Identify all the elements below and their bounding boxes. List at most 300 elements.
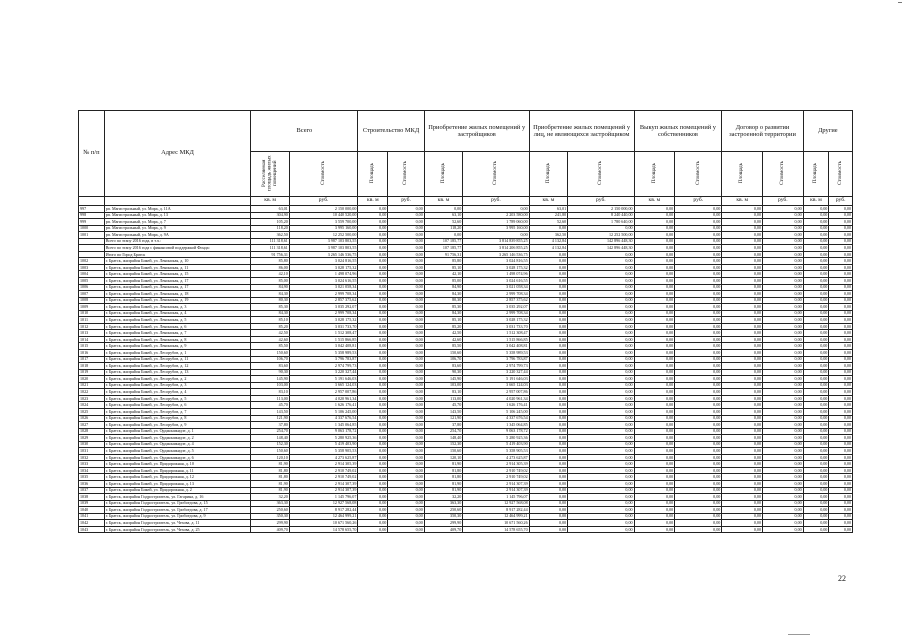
row-address: г. Братск, жилрайон Бикей, ул. Ленинская, д. 10 [104, 258, 251, 265]
row-value: 0,00 [358, 238, 388, 245]
row-address: рп. Магистральный, ул. Мира, д. 9 [104, 225, 251, 232]
row-value: 0,00 [358, 258, 388, 265]
row-value: 81,90 [251, 461, 290, 468]
row-value: 2 999 708,34 [289, 291, 358, 298]
row-value: 0,00 [568, 520, 634, 527]
row-value: 0,00 [829, 461, 853, 468]
row-number: 1033 [79, 461, 105, 468]
row-value: 42,60 [424, 336, 463, 343]
row-value: 0,00 [388, 435, 424, 442]
row-address: г. Братск, жилрайон Бикей, ул. Ленинская, д. 6 [104, 323, 251, 330]
row-value: 83,60 [251, 363, 290, 370]
row-value: 81,90 [424, 461, 463, 468]
row-address: г. Братск, жилрайон Гидростроитель, ул. Грибоедова, д. 9 [104, 513, 251, 520]
row-address: Итого по Город Братск [104, 251, 251, 258]
row-value: 8 917 282,44 [463, 507, 529, 514]
row-value: 0,00 [763, 225, 804, 232]
row-value: 0,00 [763, 363, 804, 370]
row-value: 0,00 [675, 435, 722, 442]
unit-rub: руб. [675, 197, 722, 206]
row-value: 0,00 [529, 435, 568, 442]
row-value: 0,00 [763, 336, 804, 343]
row-value: 0,00 [568, 251, 634, 258]
row-value: 0,00 [388, 494, 424, 501]
row-value: 0,00 [529, 271, 568, 278]
row-value: 52,60 [424, 219, 463, 226]
row-address: г. Братск, жилрайон Бикей, ул. Лесорубов, д. 5 [104, 395, 251, 402]
subheader-cost: Стоимость [568, 152, 634, 197]
row-value: 0,00 [675, 428, 722, 435]
row-value: 0,00 [675, 441, 722, 448]
row-value: 0,00 [803, 258, 829, 265]
row-value: 0,00 [722, 415, 763, 422]
row-value: 0,00 [568, 323, 634, 330]
row-address: г. Братск, жилрайон Гидростроитель, ул. Грибоедова, д. 15 [104, 500, 251, 507]
row-number: 1042 [79, 520, 105, 527]
unit-rub: руб. [829, 197, 853, 206]
row-value: 3 028 175,32 [463, 264, 529, 271]
row-value: 0,00 [722, 507, 763, 514]
row-value: 0,00 [803, 238, 829, 245]
row-value: 1 145 796,07 [289, 494, 358, 501]
row-value: 0,00 [675, 304, 722, 311]
row-value: 0,00 [568, 376, 634, 383]
row-value: 1 789 060,00 [463, 219, 529, 226]
row-value: 0,00 [529, 317, 568, 324]
row-value: 0,00 [529, 448, 568, 455]
row-value: 0,00 [634, 336, 675, 343]
row-value: 0,00 [829, 278, 853, 285]
row-value: 3 796 783,87 [463, 356, 529, 363]
row-value: 0,00 [722, 435, 763, 442]
row-value: 0,00 [358, 323, 388, 330]
row-value: 0,00 [358, 376, 388, 383]
row-value: 0,00 [829, 206, 853, 213]
row-value: 0,00 [388, 395, 424, 402]
row-value: 0,00 [675, 480, 722, 487]
row-value: 0,00 [568, 330, 634, 337]
row-value: 0,00 [568, 225, 634, 232]
row-value: 145,90 [424, 376, 463, 383]
row-value: 81,90 [251, 487, 290, 494]
row-value: 0,00 [803, 232, 829, 239]
row-value: 0,00 [358, 408, 388, 415]
row-value: 0,00 [568, 350, 634, 357]
unit-rub: руб. [289, 197, 358, 206]
row-value: 0,00 [568, 363, 634, 370]
row-value: 0,00 [568, 395, 634, 402]
row-value: 0,00 [763, 487, 804, 494]
row-value: 91 756,31 [251, 251, 290, 258]
row-value: 0,00 [675, 520, 722, 527]
row-value: 0,00 [388, 238, 424, 245]
row-value: 142 896 448,30 [568, 238, 634, 245]
row-number: 1038 [79, 494, 105, 501]
row-number: 1002 [79, 258, 105, 265]
row-value: 2 910 749,02 [463, 474, 529, 481]
row-address: г. Братск, жилрайон Бикей, ул. Лесорубов, д. 3 [104, 382, 251, 389]
row-value: 4 020 961,34 [463, 395, 529, 402]
row-number: 1034 [79, 467, 105, 474]
row-value: 0,00 [675, 350, 722, 357]
row-value: 0,00 [829, 507, 853, 514]
row-value: 0,00 [388, 480, 424, 487]
row-number: 1024 [79, 402, 105, 409]
row-value: 42,50 [424, 330, 463, 337]
row-value: 45,70 [251, 402, 290, 409]
row-value: 1 512 308,47 [289, 330, 358, 337]
row-value: 0,00 [388, 251, 424, 258]
row-value: 3 796 783,87 [289, 356, 358, 363]
row-number: 1004 [79, 271, 105, 278]
row-value: 0,00 [358, 343, 388, 350]
row-value: 0,00 [829, 415, 853, 422]
row-value: 0,00 [829, 441, 853, 448]
row-value: 0,00 [358, 520, 388, 527]
row-value: 0,00 [634, 376, 675, 383]
row-address: г. Братск, жилрайон Бикей, ул. Лесорубов, д. 1 [104, 350, 251, 357]
row-value: 0,00 [803, 520, 829, 527]
row-value: 5 191 646,03 [463, 376, 529, 383]
row-value: 0,00 [829, 232, 853, 239]
row-value: 0,00 [634, 343, 675, 350]
row-value: 0,00 [829, 369, 853, 376]
row-value: 0,00 [634, 467, 675, 474]
row-value: 0,00 [829, 258, 853, 265]
row-value: 0,00 [763, 284, 804, 291]
row-value: 254,70 [424, 428, 463, 435]
row-value: 1 515 866,85 [463, 336, 529, 343]
row-value: 111 318,61 [251, 245, 290, 252]
row-value: 0,00 [568, 500, 634, 507]
row-value: 0,00 [358, 435, 388, 442]
row-value: 0,00 [803, 251, 829, 258]
row-value: 2 999 708,34 [289, 310, 358, 317]
row-value: 0,00 [763, 258, 804, 265]
row-value: 1 345 064,85 [289, 422, 358, 429]
row-number: 999 [79, 219, 105, 226]
group-buyout-header: Выкуп жилых помещений у собственников [634, 111, 722, 152]
row-number: 1017 [79, 356, 105, 363]
row-value: 0,00 [675, 461, 722, 468]
row-value: 0,00 [358, 395, 388, 402]
row-value: 0,00 [722, 238, 763, 245]
row-value: 0,00 [388, 402, 424, 409]
row-value: 0,00 [388, 343, 424, 350]
row-value: 0,00 [568, 258, 634, 265]
row-number: 1009 [79, 304, 105, 311]
row-value: 0,00 [529, 356, 568, 363]
row-value: 0,00 [529, 389, 568, 396]
row-value: 85,80 [424, 258, 463, 265]
row-value: 0,00 [722, 428, 763, 435]
row-address: г. Братск, жилрайон Бикей, ул. Ленинская, д. 17 [104, 284, 251, 291]
row-value: 0,00 [634, 494, 675, 501]
row-value: 5 358 905,53 [289, 448, 358, 455]
row-value: 4 132,84 [529, 238, 568, 245]
row-value: 0,00 [763, 271, 804, 278]
row-value: 103,00 [251, 382, 290, 389]
row-value: 299,90 [424, 520, 463, 527]
row-value: 0,00 [763, 219, 804, 226]
row-value: 0,00 [358, 369, 388, 376]
row-value: 2 999 708,34 [463, 310, 529, 317]
row-value: 0,00 [829, 520, 853, 527]
resettlement-table [78, 110, 853, 533]
row-value: 0,00 [358, 487, 388, 494]
row-value: 0,00 [634, 232, 675, 239]
row-value: 80,30 [251, 297, 290, 304]
row-value: 0,00 [722, 310, 763, 317]
row-number: 1011 [79, 317, 105, 324]
row-value: 14 578 655,70 [463, 526, 529, 533]
row-value: 85,20 [424, 323, 463, 330]
row-value: 3 559 700,00 [289, 219, 358, 226]
row-value: 0,00 [568, 487, 634, 494]
row-value: 0,00 [634, 356, 675, 363]
row-value: 91 756,31 [424, 251, 463, 258]
row-value: 0,00 [358, 507, 388, 514]
row-value: 0,00 [358, 441, 388, 448]
row-value: 0,00 [568, 461, 634, 468]
row-value: 1 515 866,85 [289, 336, 358, 343]
subheader-cost: Стоимость [675, 152, 722, 197]
row-value: 10 440 520,00 [289, 212, 358, 219]
row-value: 0,00 [529, 454, 568, 461]
row-value: 2 914 307,39 [289, 487, 358, 494]
row-address: г. Братск, жилрайон Бикей, ул. Орджоникидзе, д. 5 [104, 448, 251, 455]
row-value: 0,00 [763, 350, 804, 357]
row-value: 0,00 [803, 402, 829, 409]
row-value: 0,00 [763, 402, 804, 409]
row-value: 0,00 [763, 448, 804, 455]
row-value: 0,00 [358, 330, 388, 337]
row-value: 2 957 007,86 [463, 389, 529, 396]
group-total-header: Всего [251, 111, 358, 152]
row-value: 0,00 [358, 245, 388, 252]
row-value: 0,00 [634, 369, 675, 376]
row-value: 2 910 749,02 [289, 467, 358, 474]
row-number: 1010 [79, 310, 105, 317]
row-value: 0,00 [829, 474, 853, 481]
row-value: 4 020 961,34 [289, 395, 358, 402]
row-value: 0,00 [529, 336, 568, 343]
row-value: 0,00 [803, 467, 829, 474]
row-value: 0,00 [722, 297, 763, 304]
row-number: 1019 [79, 369, 105, 376]
row-value: 0,00 [675, 336, 722, 343]
row-value: 5 358 905,53 [463, 448, 529, 455]
unit-rub: руб. [463, 197, 529, 206]
row-value: 0,00 [763, 206, 804, 213]
row-value: 0,00 [358, 402, 388, 409]
row-value: 0,00 [722, 245, 763, 252]
row-value: 0,00 [829, 350, 853, 357]
row-value: 9 063 178,72 [463, 428, 529, 435]
row-value: 0,00 [722, 389, 763, 396]
row-address: г. Братск, жилрайон Бикей, ул. Ленинская, д. 5 [104, 317, 251, 324]
row-value: 0,00 [358, 304, 388, 311]
row-value: 0,00 [358, 232, 388, 239]
row-value: 85,10 [424, 264, 463, 271]
row-value: 0,00 [675, 467, 722, 474]
unit-sqm: кв. м [529, 197, 568, 206]
row-number: 1001 [79, 232, 105, 239]
row-value: 0,00 [675, 376, 722, 383]
subheader-cost: Стоимость [289, 152, 358, 197]
table-body [79, 206, 853, 533]
row-number: 1003 [79, 264, 105, 271]
row-value: 362,50 [529, 232, 568, 239]
row-value: 0,00 [763, 382, 804, 389]
row-value: 3 028 175,32 [463, 317, 529, 324]
row-value: 0,00 [358, 251, 388, 258]
row-value: 0,00 [803, 507, 829, 514]
row-value: 0,00 [568, 356, 634, 363]
row-value: 0,00 [358, 422, 388, 429]
row-value: 0,00 [388, 369, 424, 376]
row-value: 0,00 [803, 487, 829, 494]
row-value: 0,00 [803, 500, 829, 507]
row-value: 0,00 [722, 520, 763, 527]
row-value: 0,00 [529, 480, 568, 487]
row-value: 0,00 [529, 264, 568, 271]
row-value: 0,00 [568, 382, 634, 389]
row-address: г. Братск, жилрайон Бикей, ул. Придорожная, д. 10 [104, 461, 251, 468]
row-value: 0,00 [388, 363, 424, 370]
row-value: 0,00 [803, 526, 829, 533]
row-value: 0,00 [388, 323, 424, 330]
row-value: 0,00 [829, 389, 853, 396]
row-number: 1026 [79, 415, 105, 422]
row-value: 1 512 308,47 [463, 330, 529, 337]
row-value: 0,00 [803, 428, 829, 435]
row-value: 0,00 [529, 284, 568, 291]
row-number: 997 [79, 206, 105, 213]
row-value: 0,00 [358, 278, 388, 285]
row-value: 1 626 176,41 [289, 402, 358, 409]
row-value: 0,00 [529, 297, 568, 304]
row-value: 1 626 176,41 [463, 402, 529, 409]
row-value: 0,00 [722, 258, 763, 265]
row-value: 113,00 [424, 395, 463, 402]
row-value: 0,00 [634, 297, 675, 304]
row-value: 0,00 [634, 323, 675, 330]
row-value: 0,00 [763, 356, 804, 363]
row-value: 80,30 [424, 297, 463, 304]
row-value: 0,00 [388, 297, 424, 304]
row-value: 0,00 [568, 448, 634, 455]
row-value: 0,00 [424, 232, 463, 239]
row-address: г. Братск, жилрайон Гидростроитель, ул. Грибоедова, д. 17 [104, 507, 251, 514]
row-number: 1006 [79, 284, 105, 291]
row-value: 0,00 [675, 297, 722, 304]
row-value: 0,00 [568, 422, 634, 429]
row-value: 2 857 375,62 [463, 297, 529, 304]
row-value: 90,30 [424, 369, 463, 376]
row-value: 0,00 [675, 278, 722, 285]
row-value: 0,00 [675, 507, 722, 514]
row-value: 0,00 [722, 448, 763, 455]
row-value: 12 252 500,00 [289, 232, 358, 239]
row-number: 1013 [79, 330, 105, 337]
row-value: 0,00 [568, 435, 634, 442]
row-value: 0,00 [388, 304, 424, 311]
row-value: 0,00 [829, 480, 853, 487]
row-value: 0,00 [722, 526, 763, 533]
row-value: 0,00 [803, 415, 829, 422]
row-value: 0,00 [388, 422, 424, 429]
row-address: г. Братск, жилрайон Бикей, ул. Лесорубов, д. 4 [104, 389, 251, 396]
row-value: 0,00 [722, 494, 763, 501]
row-value: 0,00 [722, 336, 763, 343]
row-value: 0,00 [529, 507, 568, 514]
row-value: 0,00 [634, 251, 675, 258]
row-number: 1020 [79, 376, 105, 383]
row-value: 10 671 560,26 [289, 520, 358, 527]
row-value: 84,90 [251, 284, 290, 291]
row-value: 0,00 [634, 258, 675, 265]
row-value: 4 273 625,87 [463, 454, 529, 461]
row-value: 0,00 [803, 219, 829, 226]
row-value: 0,00 [634, 219, 675, 226]
row-address: г. Братск, жилрайон Бикей, ул. Лесорубов, д. 7 [104, 408, 251, 415]
row-value: 0,00 [568, 304, 634, 311]
row-value: 42,50 [251, 330, 290, 337]
row-value: 0,00 [722, 284, 763, 291]
row-value: 0,00 [675, 513, 722, 520]
row-value: 0,00 [763, 454, 804, 461]
row-value: 1 498 074,96 [289, 271, 358, 278]
row-value: 0,00 [803, 271, 829, 278]
row-value: 2 203 580,00 [463, 212, 529, 219]
row-value: 0,00 [388, 330, 424, 337]
row-value: 0,00 [358, 206, 388, 213]
row-value: 0,00 [675, 264, 722, 271]
row-value: 2 974 799,73 [289, 363, 358, 370]
row-value: 3 024 816,55 [463, 258, 529, 265]
row-value: 0,00 [763, 369, 804, 376]
row-value: 5 358 989,53 [463, 350, 529, 357]
row-value: 85,10 [424, 317, 463, 324]
row-value: 0,00 [529, 467, 568, 474]
row-value: 0,00 [388, 441, 424, 448]
table-row [79, 526, 853, 533]
row-address: г. Братск, жилрайон Гидростроитель, ул. Гагарина, д. 16 [104, 494, 251, 501]
row-value: 5 191 646,03 [289, 376, 358, 383]
row-address: г. Братск, жилрайон Бикей, ул. Ленинская, д. 4 [104, 310, 251, 317]
row-value: 0,00 [763, 494, 804, 501]
row-address: г. Братск, жилрайон Бикей, ул. Орджоникидзе, д. 6 [104, 454, 251, 461]
row-value: 0,00 [829, 513, 853, 520]
row-value: 0,00 [829, 271, 853, 278]
row-value: 0,00 [763, 507, 804, 514]
row-value: 0,00 [675, 408, 722, 415]
row-value: 9 063 178,72 [289, 428, 358, 435]
row-value: 45,70 [424, 402, 463, 409]
row-value: 63,01 [251, 206, 290, 213]
row-value: 0,00 [829, 435, 853, 442]
row-value: 81,80 [424, 467, 463, 474]
row-value: 2 914 307,39 [463, 480, 529, 487]
row-value: 0,00 [634, 428, 675, 435]
row-value: 0,00 [829, 454, 853, 461]
row-value: 0,00 [568, 310, 634, 317]
row-value: 85,30 [251, 304, 290, 311]
row-value: 304,90 [251, 212, 290, 219]
row-value: 250,60 [424, 507, 463, 514]
row-value: 3 042 408,81 [463, 343, 529, 350]
